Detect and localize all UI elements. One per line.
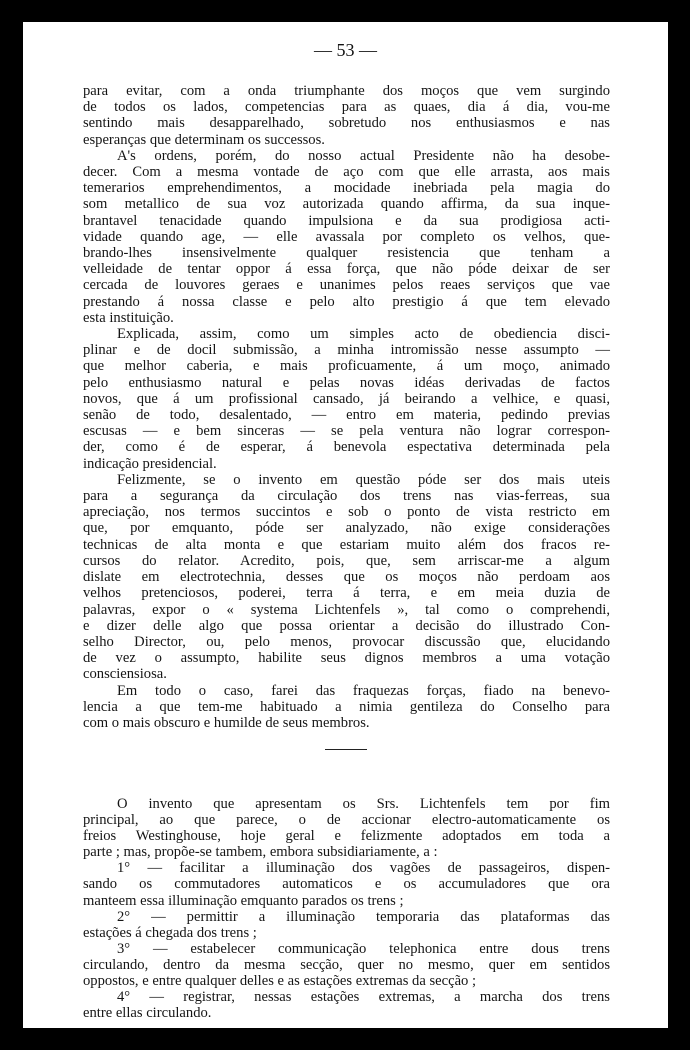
text-line: de todos os lados, competencias para as quaes, dia á dia, vou-me — [83, 99, 610, 116]
text-line: 3° — estabelecer communicação telephonica entre dous trens — [117, 940, 610, 957]
text-line: palavras, expor o « systema Lichtenfels », tal como o comprehendi, — [83, 601, 610, 618]
text-line: O invento que apresentam os Srs. Lichtenfels tem por fim — [117, 796, 610, 812]
paragraph — [83, 83, 610, 148]
text-line: com o mais obscuro e humilde de seus membros. — [83, 714, 370, 731]
text-line: vidade quando age, — elle avassala por completo os velhos, que- — [83, 228, 610, 245]
text-line: decer. Com a mesma vontade de aço com que elle arrasta, aos mais — [83, 164, 610, 181]
text-line: para evitar, com a onda triumphante dos moços que vem surgindo — [83, 83, 610, 99]
text-line: 4° — registrar, nessas estações extremas, a marcha dos trens — [117, 989, 610, 1006]
text-line: prestando á nossa classe e pelo alto prestigio á que tem elevado — [83, 293, 610, 310]
text-line: e dizer delle algo que possa orientar a decisão do illustrado Con- — [83, 617, 610, 634]
paragraph — [83, 860, 610, 908]
document-page — [23, 22, 668, 1028]
report-body — [83, 83, 610, 731]
text-line: Explicada, assim, como um simples acto de obediencia disci- — [117, 326, 610, 343]
text-line: 2° — permittir a illuminação temporaria das plataformas das — [117, 908, 610, 925]
text-line: de vez o assumpto, habilite seus dignos membros a uma votação — [83, 650, 610, 667]
text-line: para a segurança da circulação dos trens nas vias-ferreas, sua — [83, 488, 610, 505]
text-line: plinar e de docil submissão, a minha intromissão nesse assumpto — — [83, 342, 610, 359]
text-line: der, como é de esperar, á benevola espectativa determinada pela — [83, 439, 610, 456]
text-line: oppostos, e entre qualquer delles e as estações extremas da secção ; — [83, 973, 477, 990]
paragraph — [83, 326, 610, 472]
text-line: indicação presidencial. — [83, 455, 217, 472]
text-line: cercada de louvores geraes e unanimes pelos reaes serviços que vae — [83, 277, 610, 294]
text-line: A's ordens, porém, do nosso actual Presidente não ha desobe- — [117, 147, 610, 164]
text-line: senão de todo, desalentado, — entro em materia, pedindo previas — [83, 407, 610, 424]
text-line: temerarios emprehendimentos, a mocidade inebriada pela magia do — [83, 180, 610, 197]
paragraph — [83, 796, 610, 860]
text-line: velhos pretenciosos, poderei, terra á terra, e em meia duzia de — [83, 585, 610, 602]
text-line: 1° — facilitar a illuminação dos vagões de passageiros, dispen- — [117, 860, 610, 877]
text-line: estações á chegada dos trens ; — [83, 924, 257, 941]
text-line: velleidade de tentar oppor á essa força, que não póde deixar de ser — [83, 261, 610, 278]
text-line: pelo enthusiasmo natural e pelas novas idéas derivadas de factos — [83, 374, 610, 391]
text-line: novos, que á um profissional cansado, já beirando a velhice, e quasi, — [83, 390, 610, 407]
invention-description — [83, 796, 610, 1021]
text-line: Em todo o caso, farei das fraquezas forças, fiado na benevo- — [117, 682, 610, 699]
text-line: entre ellas circulando. — [83, 1005, 212, 1022]
paragraph — [83, 683, 610, 732]
text-line: cursos do relator. Acredito, pois, que, sem arriscar-me a algum — [83, 552, 610, 569]
paragraph — [83, 472, 610, 683]
text-line: que melhor caberia, e mais proficuamente, á um moço, animado — [83, 358, 610, 375]
text-line: manteem essa illuminação emquanto parados os trens ; — [83, 892, 404, 909]
text-line: principal, ao que parece, o de accionar electro-automaticamente os — [83, 812, 610, 829]
paragraph — [83, 941, 610, 989]
text-line: freios Westinghouse, hoje geral e felizmente adoptados em toda a — [83, 828, 610, 845]
text-line: brando-lhes insensivelmente qualquer resistencia que tenham a — [83, 245, 610, 262]
text-line: Felizmente, se o invento em questão póde ser dos mais uteis — [117, 471, 610, 488]
section-divider — [325, 749, 367, 750]
text-line: parte ; mas, propõe-se tambem, embora subsidiariamente, a : — [83, 844, 438, 861]
paragraph — [83, 148, 610, 326]
text-line: technicas de alta monta e que estariam muito além dos fracos re- — [83, 536, 610, 553]
text-line: selho Director, ou, pelo menos, provocar discussão que, elucidando — [83, 633, 610, 650]
text-line: circulando, dentro da mesma secção, quer no mesmo, quer em sentidos — [83, 956, 610, 973]
text-line: sando os commutadores automaticos e os accumuladores que ora — [83, 876, 610, 893]
text-line: brantavel tenacidade quando impulsiona e da sua prodigiosa acti- — [83, 212, 610, 229]
text-line: dislate em electrotechnia, desses que os moços não perdoam aos — [83, 569, 610, 586]
text-line: apreciação, nos termos succintos e sob o ponto de vista restricto em — [83, 504, 610, 521]
text-line: esperanças que determinam os successos. — [83, 131, 325, 148]
text-line: que, por emquanto, póde ser analyzado, não exige considerações — [83, 520, 610, 537]
text-line: sentindo mais desapparelhado, sobretudo nos enthusiasmos e nas — [83, 115, 610, 132]
text-line: escusas — e bem sinceras — se pela ventura não lograr correspon- — [83, 423, 610, 440]
paragraph — [83, 909, 610, 941]
paragraph — [83, 989, 610, 1021]
text-line: lencia a que tem-me habituado a nimia gentileza do Conselho para — [83, 698, 610, 715]
page-number: — 53 — — [314, 40, 377, 60]
text-line: consciensiosa. — [83, 666, 167, 683]
text-line: som metallico de sua voz autorizada quando affirma, da sua inque- — [83, 196, 610, 213]
text-line: esta instituição. — [83, 309, 174, 326]
